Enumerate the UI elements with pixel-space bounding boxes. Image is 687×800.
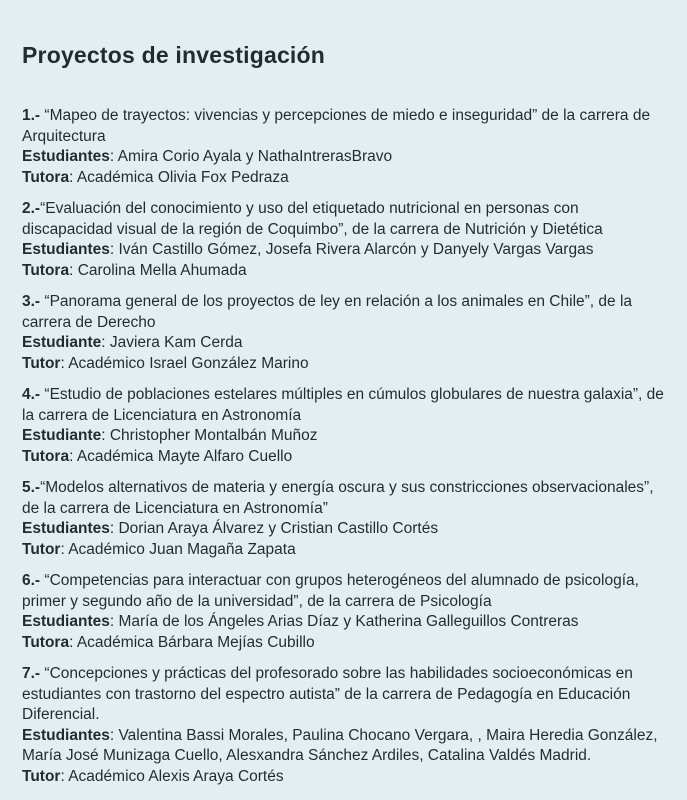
project-number: 1.- (22, 107, 41, 124)
person-names: Académica Mayte Alfaro Cuello (76, 447, 293, 465)
person-role-label: Tutora (22, 633, 70, 651)
person-names: Académico Israel González Marino (68, 354, 309, 372)
person-line: Tutora: Académica Olivia Fox Pedraza (22, 168, 289, 186)
project-item (22, 106, 665, 188)
person-line: Tutora: Académica Mayte Alfaro Cuello (22, 447, 293, 465)
person-names: Académico Juan Magaña Zapata (68, 540, 296, 558)
project-title-text: “Evaluación del conocimiento y uso del etiquetado nutricional en personas con discapacidad visual de la región de Coquimbo”, de la carrera de Nutrición y Dietética (22, 200, 603, 238)
project-number: 5.- (22, 479, 41, 496)
person-line: Estudiante: Javiera Kam Cerda (22, 334, 243, 351)
page-title: Proyectos de investigación (22, 42, 326, 68)
person-names: Carolina Mella Ahumada (77, 261, 247, 279)
person-role-label: Tutor (22, 540, 61, 558)
project-title-line (22, 199, 665, 240)
project-title-text: “Concepciones y prácticas del profesorado sobre las habilidades socioeconómicas en estudiantes con trastorno del espectro autista” de la carrera de Pedagogía en Educación Diferencial. (22, 665, 633, 723)
person-names: Académico Alexis Araya Cortés (68, 767, 284, 785)
person-names: Académica Bárbara Mejías Cubillo (76, 633, 315, 651)
person-line: Estudiantes: Dorian Araya Álvarez y Cristian Castillo Cortés (22, 520, 439, 537)
project-title-text: “Panorama general de los proyectos de ley en relación a los animales en Chile”, de la carrera de Derecho (22, 293, 633, 331)
person-names: Académica Olivia Fox Pedraza (76, 168, 289, 186)
project-title-line (22, 571, 665, 612)
project-title-line (22, 106, 665, 147)
person-role-label: Estudiantes (22, 520, 110, 537)
project-title-text: “Estudio de poblaciones estelares múltiples en cúmulos globulares de nuestra galaxia”, de la carrera de Licenciatura en Astronomía (22, 386, 664, 424)
project-number: 3.- (22, 293, 41, 310)
person-names: Amira Corio Ayala y NathaIntrerasBravo (117, 148, 393, 165)
project-number: 7.- (22, 665, 41, 682)
person-names: Dorian Araya Álvarez y Cristian Castillo Cortés (118, 520, 439, 537)
person-role-label: Estudiantes (22, 148, 110, 165)
project-title-text: “Modelos alternativos de materia y energía oscura y sus constricciones observacionales”, de la carrera de Licenciatura en Astronomía” (22, 479, 654, 517)
person-names: Iván Castillo Gómez, Josefa Rivera Alarcón y Danyely Vargas Vargas (118, 241, 594, 258)
person-line: Tutora: Carolina Mella Ahumada (22, 261, 247, 279)
project-title-text: “Mapeo de trayectos: vivencias y percepciones de miedo e inseguridad” de la carrera de Arquitectura (22, 107, 651, 145)
project-title-line (22, 292, 665, 333)
project-title-line (22, 385, 665, 426)
person-line: Estudiante: Christopher Montalbán Muñoz (22, 427, 318, 444)
project-title-line (22, 478, 665, 519)
person-role-label: Tutor (22, 354, 61, 372)
person-role-label: Tutora (22, 168, 70, 186)
project-item (22, 571, 665, 653)
project-title-text: “Competencias para interactuar con grupos heterogéneos del alumnado de psicología, primer y segundo año de la universidad”, de la carrera de Psicología (22, 572, 639, 610)
person-names: María de los Ángeles Arias Díaz y Katherina Galleguillos Contreras (118, 613, 579, 630)
project-title-line (22, 664, 665, 726)
person-names: Christopher Montalbán Muñoz (109, 427, 318, 444)
person-role-label: Estudiantes (22, 726, 110, 744)
person-role-label: Estudiantes (22, 241, 110, 258)
person-line: Tutor: Académico Israel González Marino (22, 354, 309, 372)
project-item (22, 664, 665, 787)
project-number: 4.- (22, 386, 41, 403)
person-line: Tutor: Académico Alexis Araya Cortés (22, 767, 284, 785)
person-line: Estudiantes: Valentina Bassi Morales, Paulina Chocano Vergara, , Maira Heredia González, María José Munizaga Cuello, Alesxandra Sánchez Ardiles, Catalina Valdés Madrid. (22, 726, 658, 764)
project-item (22, 385, 665, 467)
person-line: Estudiantes: Amira Corio Ayala y NathaIntrerasBravo (22, 148, 393, 165)
person-role-label: Tutora (22, 447, 70, 465)
person-role-label: Estudiante (22, 334, 102, 351)
person-role-label: Estudiantes (22, 613, 110, 630)
project-number: 6.- (22, 572, 41, 589)
person-names: Javiera Kam Cerda (109, 334, 243, 351)
person-role-label: Tutora (22, 261, 70, 279)
person-line: Tutora: Académica Bárbara Mejías Cubillo (22, 633, 315, 651)
project-item (22, 292, 665, 374)
person-role-label: Estudiante (22, 427, 102, 444)
person-line: Estudiantes: Iván Castillo Gómez, Josefa Rivera Alarcón y Danyely Vargas Vargas (22, 241, 594, 258)
project-number: 2.- (22, 200, 41, 217)
project-item (22, 199, 665, 281)
project-item (22, 478, 665, 560)
projects-list (22, 106, 665, 787)
person-role-label: Tutor (22, 767, 61, 785)
person-names: Valentina Bassi Morales, Paulina Chocano Vergara, , Maira Heredia González, María José Munizaga Cuello, Alesxandra Sánchez Ardiles, Catalina Valdés Madrid. (22, 726, 658, 764)
person-line: Estudiantes: María de los Ángeles Arias Díaz y Katherina Galleguillos Contreras (22, 613, 579, 630)
person-line: Tutor: Académico Juan Magaña Zapata (22, 540, 296, 558)
